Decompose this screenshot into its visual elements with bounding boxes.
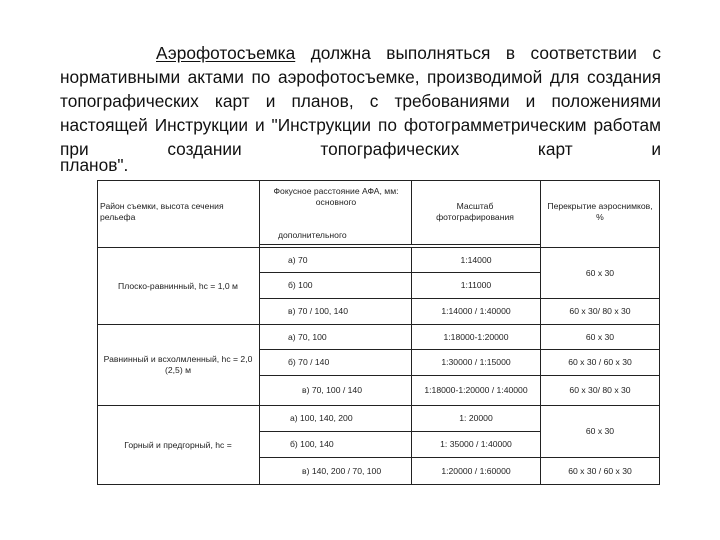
paragraph-line-6: планов". [60,155,129,175]
paragraph-line-4: положениями настоящей Инструкции и "Инструкции по [60,91,661,135]
overlap-cell: 60 х 30 [585,331,615,342]
paragraph-line-1: должна выполняться в соответствии с [295,43,661,63]
scale-cell: 1: 35000 / 1:40000 [440,439,512,449]
scale-cell: 1:18000-1:20000 [443,331,509,342]
focal-cell: в) 70, 100 / 140 [302,385,362,395]
focal-cell: б) 100, 140 [290,439,334,449]
scale-cell: 1: 20000 [459,413,493,423]
paragraph-line-5: фотограмметрическим работам при создании топографических карт и [60,115,662,159]
region-cell: Горный и предгорный, hc = [124,439,232,450]
focal-cell: б) 70 / 140 [288,357,330,367]
overlap-cell: 60 х 30 [585,426,615,436]
table-border-top [97,180,659,181]
table-border-right [659,180,660,485]
scale-cell: 1:14000 / 1:40000 [441,306,511,316]
region-cell: Плоско-равнинный, hc = 1,0 м [118,280,238,291]
focal-cell: в) 140, 200 / 70, 100 [302,465,382,476]
header-scale: Масштаб фотографирования [436,201,514,222]
focal-cell: а) 100, 140, 200 [290,413,353,423]
table-line [259,244,540,245]
overlap-cell: 60 х 30/ 80 х 30 [569,385,631,395]
scale-cell: 1:30000 / 1:15000 [441,357,511,367]
focal-cell: в) 70 / 100, 140 [288,306,348,316]
focal-cell: а) 70, 100 [288,331,327,342]
overlap-cell: 60 х 30 / 60 х 30 [568,357,632,367]
paragraph-line-3: создания топографических карт и планов, с требованиями и [60,67,661,111]
overlap-cell: 60 х 30 [585,267,615,278]
scale-cell: 1:14000 [460,254,492,265]
header-overlap: Перекрытие аэроснимков, % [547,201,653,222]
scale-cell: 1:11000 [460,280,492,290]
header-focal-main: Фокусное расстояние АФА, мм: основного [273,186,399,207]
table-border-bottom [97,484,659,485]
focal-cell: б) 100 [288,280,313,290]
header-region: Район съемки, высота сечения рельефа [100,201,224,222]
header-focal-extra: дополнительного [278,229,347,240]
paragraph-line-2: нормативными актами по аэрофотосъемке, производимой для [60,67,580,87]
scale-cell: 1:18000-1:20000 / 1:40000 [424,385,528,395]
focal-cell: а) 70 [288,254,308,265]
scale-cell: 1:20000 / 1:60000 [441,465,511,476]
overlap-cell: 60 х 30/ 80 х 30 [569,306,631,316]
overlap-cell: 60 х 30 / 60 х 30 [568,465,632,476]
region-cell: Равнинный и всхолмленный, hc = 2,0 (2,5) м [103,354,253,375]
underlined-term: Аэрофотосъемка [156,43,296,63]
